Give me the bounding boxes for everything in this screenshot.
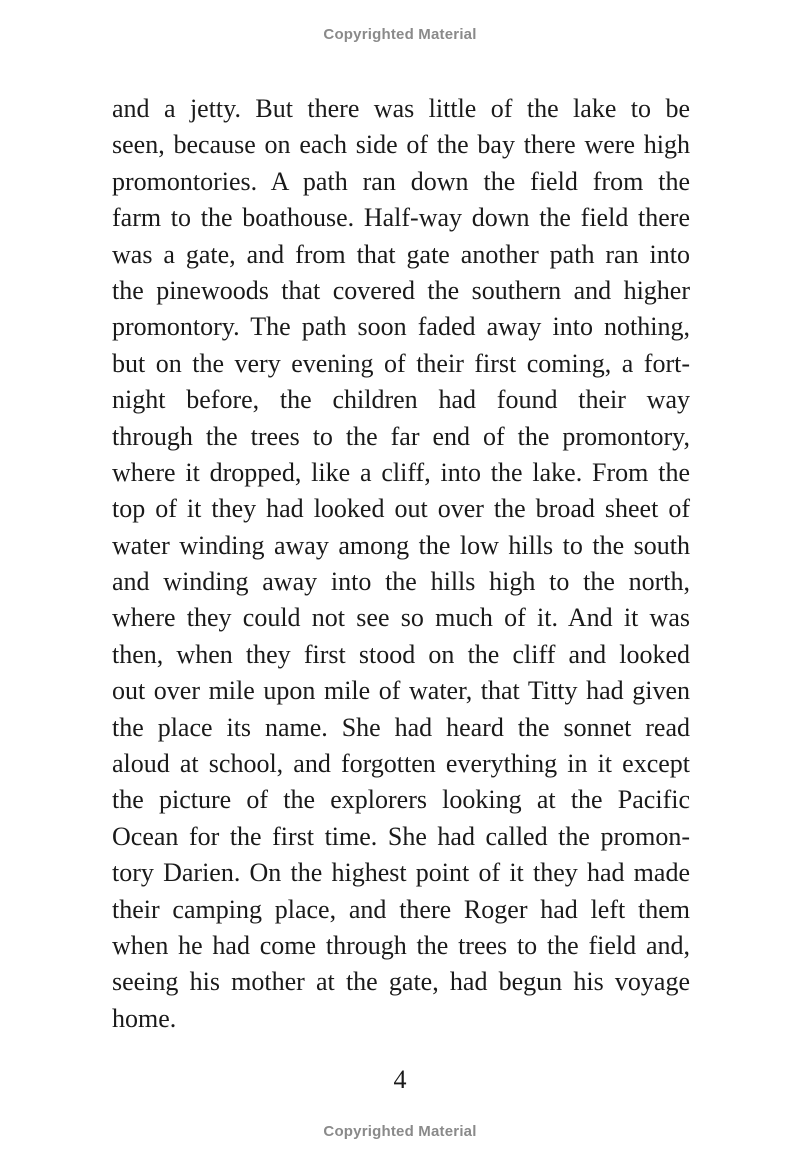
text-line: was a gate, and from that gate another path ran into xyxy=(112,239,690,269)
text-line: then, when they first stood on the cliff and looked xyxy=(112,639,690,669)
text-line: through the trees to the far end of the promontory, xyxy=(112,421,690,451)
text-line: home. xyxy=(112,1003,177,1033)
text-line: Ocean for the first time. She had called the promon- xyxy=(112,821,690,851)
text-line: where it dropped, like a cliff, into the lake. From the xyxy=(112,457,690,487)
text-line: but on the very evening of their first coming, a fort- xyxy=(112,348,690,378)
copyright-footer: Copyrighted Material xyxy=(323,1123,477,1140)
page-number: 4 xyxy=(393,1065,407,1094)
copyright-header: Copyrighted Material xyxy=(323,26,477,43)
text-line: seeing his mother at the gate, had begun his voyage xyxy=(112,967,690,997)
text-line: where they could not see so much of it. And it was xyxy=(112,603,690,633)
text-line: the pinewoods that covered the southern and higher xyxy=(112,275,690,305)
text-line: promontories. A path ran down the field from the xyxy=(112,166,690,196)
text-line: and winding away into the hills high to the north, xyxy=(112,567,690,597)
text-line: and a jetty. But there was little of the lake to be xyxy=(112,94,690,123)
text-line: their camping place, and there Roger had left them xyxy=(112,894,690,924)
text-line: promontory. The path soon faded away into nothing, xyxy=(112,312,690,342)
text-line: when he had come through the trees to the field and, xyxy=(112,930,690,960)
text-line: seen, because on each side of the bay there were high xyxy=(112,130,690,160)
text-line: night before, the children had found their way xyxy=(112,385,690,415)
page-body-text xyxy=(112,91,690,1037)
text-line: aloud at school, and forgotten everything in it except xyxy=(112,749,690,779)
text-line: out over mile upon mile of water, that Titty had given xyxy=(112,676,690,706)
text-line: water winding away among the low hills to the south xyxy=(112,530,690,560)
text-line: the place its name. She had heard the sonnet read xyxy=(112,712,690,742)
text-line: the picture of the explorers looking at the Pacific xyxy=(112,785,690,815)
text-line: top of it they had looked out over the broad sheet of xyxy=(112,494,690,524)
text-line: tory Darien. On the highest point of it they had made xyxy=(112,858,690,888)
text-line: farm to the boathouse. Half-way down the field there xyxy=(112,203,690,233)
